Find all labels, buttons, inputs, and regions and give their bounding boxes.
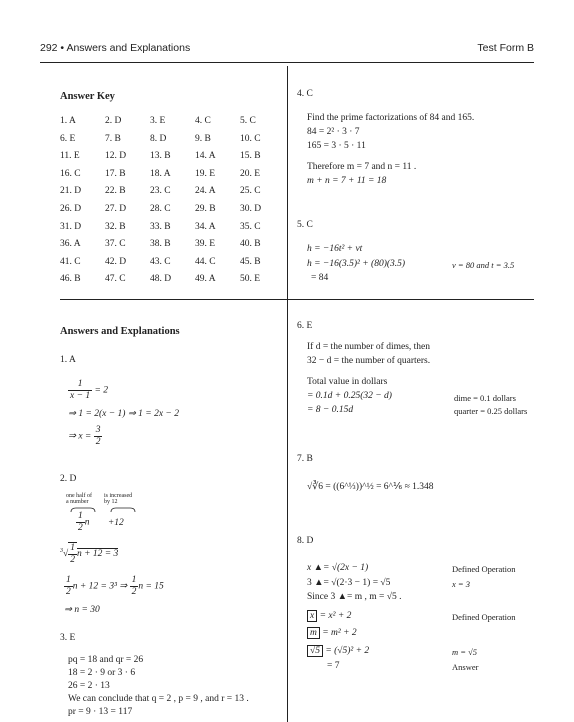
q1-equation-3: ⇒ x = $\frac{3}{2}$: [68, 425, 101, 447]
q2-equation-3: $\frac{1}{2}$ n + 12 = 3³ ⇒ $\frac{1}{2}$ n = 15: [66, 575, 164, 597]
answer-key-cell: 43. C: [150, 256, 171, 267]
q3-line-3: 26 = 2 · 13: [68, 681, 110, 691]
q8-line-2: 3 ▲= √(2·3 − 1) = √5: [307, 578, 391, 588]
q6-line-3: Total value in dollars: [307, 377, 388, 387]
answer-key-cell: 19. E: [195, 168, 216, 179]
answer-key-cell: 37. C: [105, 239, 126, 250]
q4-line-1: Find the prime factorizations of 84 and 165.: [307, 113, 475, 123]
answer-key-cell: 31. D: [60, 221, 82, 232]
answer-key-cell: 41. C: [60, 256, 81, 267]
answer-key-row: [60, 134, 285, 152]
q1-equation-2: ⇒ 1 = 2(x − 1) ⇒ 1 = 2x − 2: [68, 409, 179, 419]
answer-key-cell: 36. A: [60, 239, 81, 250]
answer-key-title: Answer Key: [60, 91, 115, 102]
answer-key-cell: 38. B: [150, 239, 171, 250]
answer-key-cell: 26. D: [60, 203, 82, 214]
q6-line-4: = 0.1d + 0.25(32 − d): [307, 391, 392, 401]
answer-key-row: [60, 239, 285, 257]
answer-key-cell: 48. D: [150, 274, 172, 285]
q3-line-4: We can conclude that q = 2 , p = 9 , and r = 13 .: [68, 694, 249, 704]
q8-line-5: m = m² + 2: [307, 628, 357, 638]
answer-key-cell: 5. C: [240, 116, 256, 126]
q8-line-6: √5 = (√5)² + 2: [307, 646, 369, 656]
page-header-right: Test Form B: [477, 42, 534, 54]
column-divider: [287, 66, 288, 722]
answer-key-cell: 20. E: [240, 168, 261, 179]
q8-line-2-note: x = 3: [452, 579, 471, 589]
q4-line-3: 165 = 3 · 5 · 11: [307, 141, 366, 151]
answer-key-cell: 14. A: [195, 151, 216, 162]
answer-key-cell: 9. B: [195, 133, 211, 144]
q3-line-5: pr = 9 · 13 = 117: [68, 707, 133, 717]
q6-line-1: If d = the number of dimes, then: [307, 342, 431, 352]
q7-line-1: √∛6 = ((6^⅓))^½ = 6^⅙ ≈ 1.348: [307, 482, 434, 492]
answer-key-cell: 34. A: [195, 221, 216, 232]
answer-key-cell: 1. A: [60, 116, 76, 126]
q2-label: 2. D: [60, 474, 77, 484]
header-rule: [40, 62, 534, 63]
q8-line-4-note: Defined Operation: [452, 612, 516, 622]
q4-line-4: Therefore m = 7 and n = 11 .: [307, 162, 417, 172]
answer-key-rule: [60, 299, 287, 300]
q2-equation-4: ⇒ n = 30: [64, 605, 100, 615]
q4-line-2: 84 = 2² · 3 · 7: [307, 127, 360, 137]
answer-key-cell: 25. C: [240, 186, 261, 197]
q2-equation-2: $^3$√ $\frac{1}{2}$ n + 12 = 3: [60, 543, 119, 565]
answer-key-cell: 35. C: [240, 221, 261, 232]
answer-key-cell: 7. B: [105, 133, 121, 144]
q8-line-1-note: Defined Operation: [452, 564, 516, 574]
answer-key-cell: 21. D: [60, 186, 82, 197]
q8-line-4: x = x² + 2: [307, 611, 351, 621]
q5-line-3: = 84: [311, 273, 329, 283]
answer-key-cell: 17. B: [105, 168, 126, 179]
answer-key-cell: 8. D: [150, 133, 167, 144]
q5-line-2: h = −16(3.5)² + (80)(3.5): [307, 259, 406, 269]
q2-annotation-increased: is increased by 12: [104, 493, 133, 505]
answer-key-cell: 11. E: [60, 151, 80, 162]
q6-label: 6. E: [297, 321, 313, 331]
answer-key-row: [60, 204, 285, 222]
answer-key-row: [60, 151, 285, 169]
answer-key-cell: 4. C: [195, 116, 211, 126]
q3-line-1: pq = 18 and qr = 26: [68, 655, 144, 665]
answer-key-cell: 30. D: [240, 203, 262, 214]
answer-key-cell: 44. C: [195, 256, 216, 267]
answer-key-cell: 18. A: [150, 168, 171, 179]
answer-key-cell: 12. D: [105, 151, 127, 162]
answer-key-cell: 42. D: [105, 256, 127, 267]
explanations-title: Answers and Explanations: [60, 326, 180, 337]
answer-key-cell: 2. D: [105, 116, 122, 126]
answer-key-row: [60, 257, 285, 275]
q5-label: 5. C: [297, 220, 313, 230]
answer-key-cell: 23. C: [150, 186, 171, 197]
q8-line-3: Since 3 ▲= m , m = √5 .: [307, 592, 402, 602]
q5-line-2-note: v = 80 and t = 3.5: [452, 260, 515, 270]
q8-label: 8. D: [297, 536, 314, 546]
answer-key-cell: 45. B: [240, 256, 261, 267]
q3-label: 3. E: [60, 633, 76, 643]
answer-key-cell: 15. B: [240, 151, 261, 162]
page-header-left: 292 • Answers and Explanations: [40, 42, 191, 54]
answer-key-cell: 22. B: [105, 186, 126, 197]
answer-key-cell: 3. E: [150, 116, 166, 126]
answer-key-cell: 39. E: [195, 239, 216, 250]
answer-key-cell: 40. B: [240, 239, 261, 250]
q6-line-4-note: dime = 0.1 dollars: [454, 393, 516, 403]
q1-equation-1: $\frac{1}{x - 1}$ = 2: [70, 379, 109, 401]
answer-key-cell: 10. C: [240, 133, 261, 144]
answer-key-table: [60, 116, 285, 292]
q5-line-1: h = −16t² + vt: [307, 244, 363, 254]
answer-key-cell: 27. D: [105, 203, 127, 214]
answer-key-cell: 47. C: [105, 274, 126, 285]
answer-key-cell: 46. B: [60, 274, 81, 285]
q6-line-5-note: quarter = 0.25 dollars: [454, 406, 528, 416]
answer-key-cell: 50. E: [240, 274, 261, 285]
q8-line-7-note: Answer: [452, 662, 479, 672]
q6-line-2: 32 − d = the number of quarters.: [307, 356, 431, 366]
q3-line-2: 18 = 2 · 9 or 3 · 6: [68, 668, 136, 678]
answer-key-cell: 29. B: [195, 203, 216, 214]
answer-key-cell: 24. A: [195, 186, 216, 197]
q8-line-1: x ▲= √(2x − 1): [307, 563, 369, 573]
q6-line-5: = 8 − 0.15d: [307, 405, 354, 415]
answer-key-row: [60, 169, 285, 187]
q8-line-6-note: m = √5: [452, 647, 478, 657]
q5-rule: [288, 299, 534, 300]
answer-key-row: [60, 274, 285, 292]
q2-equation-1: $\frac{1}{2}$ n +12: [78, 511, 124, 533]
answer-key-cell: 28. C: [150, 203, 171, 214]
q4-label: 4. C: [297, 89, 313, 99]
answer-key-cell: 33. B: [150, 221, 171, 232]
answer-key-cell: 6. E: [60, 133, 76, 144]
q1-label: 1. A: [60, 355, 76, 365]
q2-annotation-half: one half of a number: [66, 493, 92, 505]
q7-label: 7. B: [297, 454, 313, 464]
answer-key-cell: 49. A: [195, 274, 216, 285]
answer-key-row: [60, 222, 285, 240]
answer-key-cell: 13. B: [150, 151, 171, 162]
answer-key-row: [60, 116, 285, 134]
answer-key-row: [60, 186, 285, 204]
q8-line-7: = 7: [327, 661, 340, 671]
answer-key-cell: 32. B: [105, 221, 126, 232]
q4-line-5: m + n = 7 + 11 = 18: [307, 176, 387, 186]
answer-key-cell: 16. C: [60, 168, 81, 179]
